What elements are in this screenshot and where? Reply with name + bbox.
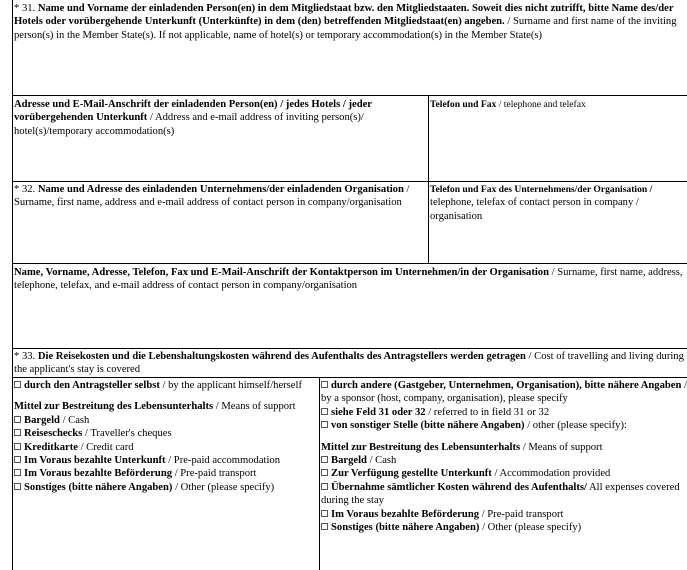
rule-address-bottom [12,181,687,182]
option-de: Im Voraus bezahlte Beförderung [24,468,173,480]
field-32-label [12,183,417,210]
other-source-option[interactable] [321,419,687,432]
contact-label-en: / Surname, first name, address, telephone, telefax, and e-mail address of contact person in company/organisation [14,267,683,292]
right-other-option[interactable] [321,521,687,534]
by-other-de: durch andere (Gastgeber, Unternehmen, Organisation), bitte nähere Angaben [331,380,682,391]
left-means-heading [14,400,318,413]
option-de: Sonstiges (bitte nähere Angaben) [24,481,173,493]
right-cash-option[interactable] [321,454,687,467]
field-32-prefix: * 32. [14,184,36,195]
field-32-title-en: / Surname, first name, address and e-mail address of contact person in company/organisation [14,184,410,209]
left-cash-option[interactable] [14,414,318,427]
field-33-title-de: Die Reisekosten und die Lebenshaltungskosten während des Aufenthalts des Antragstellers werden getragen [37,351,526,362]
option-en: / Traveller's cheques [84,428,172,440]
by-applicant-de: durch den Antragsteller selbst [24,380,160,391]
right-means-de: Mittel zur Bestreitung des Lebensunterhalts [321,441,521,453]
option-de: Im Voraus bezahlte Unterkunft [24,455,166,467]
checkbox[interactable] [321,523,328,530]
option-en: / Other (please specify) [482,522,582,534]
checkbox[interactable] [321,483,328,490]
option-en: / Cash [62,414,90,426]
checkbox[interactable] [14,381,21,388]
rule-32-bottom [12,263,687,264]
checkbox[interactable] [321,469,328,476]
field-31-label [12,2,687,42]
option-de: Reiseschecks [24,428,83,440]
ref-de: siehe Feld 31 oder 32 [331,406,426,418]
option-en: / Pre-paid transport [481,508,564,520]
field-31-title-en: / Surname and first name of the inviting person(s) in the Member State(s). If not applicable, name of hotel(s) or temporary accommodation(s) in the Member State(s) [14,16,677,41]
field-33-label [12,350,687,377]
option-en: / Cash [369,455,397,467]
left-means-en: / Means of support [215,401,296,413]
right-transport-option[interactable] [321,508,687,521]
other-de: von sonstiger Stelle (bitte nähere Angaben) [331,420,525,432]
option-en: / Pre-paid accommodation [168,455,281,467]
option-en: / Credit card [80,441,134,453]
other-en: / other (please specify): [527,420,627,432]
right-means-en: / Means of support [522,441,603,453]
contact-label-de: Name, Vorname, Adresse, Telefon, Fax und E-Mail-Anschrift der Kontaktperson im Unternehmen/in der Organisation [14,267,549,278]
phone-fax-label-de: Telefon und Fax [430,99,497,110]
field-33-title-en: / Cost of travelling and living during the applicant's stay is covered [14,351,684,376]
field-31-title-de: Name und Vorname der einladenden Person(en) in dem Mitgliedstaat bzw. den Mitgliedstaaten. Soweit dies nicht zutrifft, bitte Name des/der Hotels oder vorübergehende Unterkunft (Unterkünfte) in dem (den) betreffenden Mitgliedstaat(en) angeben. [14,3,674,28]
option-de: Bargeld [24,414,60,426]
checkbox[interactable] [321,421,328,428]
address-label-de: Adresse und E-Mail-Anschrift der einladenden Person(en) / jedes Hotels / jeder vorübergehenden Unterkunft [14,99,372,124]
field-33-prefix: * 33. [14,351,36,362]
phone-fax-label-en: / telephone and telefax [498,99,586,110]
checkbox[interactable] [14,416,21,423]
left-cheques-option[interactable] [14,427,318,440]
checkbox[interactable] [321,408,328,415]
option-de: Kreditkarte [24,441,78,453]
left-other-option[interactable] [14,481,318,494]
checkbox[interactable] [14,429,21,436]
org-phone-label-de: Telefon und Fax des Unternehmens/der Organisation / [430,184,653,195]
right-all-expenses-option[interactable] [321,481,687,508]
rule-contact-bottom [12,348,687,349]
by-applicant-option[interactable] [14,379,318,392]
rule-mid-upper [428,95,429,263]
option-de: Bargeld [331,455,367,467]
option-de: Sonstiges (bitte nähere Angaben) [331,522,480,534]
org-phone-label [428,183,687,223]
option-de: Zur Verfügung gestellte Unterkunft [331,468,492,480]
rule-33-bottom [12,377,687,378]
option-en: / Pre-paid transport [174,468,257,480]
field-32-title-de: Name und Adresse des einladenden Unternehmens/der einladenden Organisation [37,184,404,195]
left-accommodation-option[interactable] [14,454,318,467]
checkbox[interactable] [14,456,21,463]
applicant-column [12,379,318,494]
left-means-de: Mittel zur Bestreitung des Lebensunterhalts [14,401,214,413]
option-en: / Other (please specify) [175,481,275,493]
by-other-option[interactable] [321,379,687,406]
right-means-heading [321,441,687,454]
contact-label [12,266,687,293]
address-label [12,98,417,138]
option-en: All expenses covered during the stay [321,481,680,507]
phone-fax-label [428,98,687,111]
option-de: Im Voraus bezahlte Beförderung [331,508,480,520]
ref-en: / referred to in field 31 or 32 [428,406,550,418]
left-credit-card-option[interactable] [14,441,318,454]
by-other-en: / by a sponsor (host, company, organisation), please specify [321,380,687,405]
right-accommodation-option[interactable] [321,467,687,480]
left-transport-option[interactable] [14,467,318,480]
checkbox[interactable] [321,381,328,388]
sponsor-column [319,379,687,534]
checkbox[interactable] [321,456,328,463]
option-en: / Accommodation provided [494,468,611,480]
option-de: Übernahme sämtlicher Kosten während des Aufenthalts/ [331,481,587,493]
checkbox[interactable] [321,510,328,517]
by-applicant-en: / by the applicant himself/herself [162,380,302,391]
address-label-en: / Address and e-mail address of inviting person(s)/ hotel(s)/temporary accommodation(s) [14,112,364,137]
checkbox[interactable] [14,469,21,476]
checkbox[interactable] [14,443,21,450]
checkbox[interactable] [14,483,21,490]
field-31-prefix: * 31. [14,3,36,14]
ref-field-option[interactable] [321,406,687,419]
rule-31-bottom [12,95,687,96]
org-phone-label-en: telephone, telefax of contact person in company / organisation [430,197,639,222]
